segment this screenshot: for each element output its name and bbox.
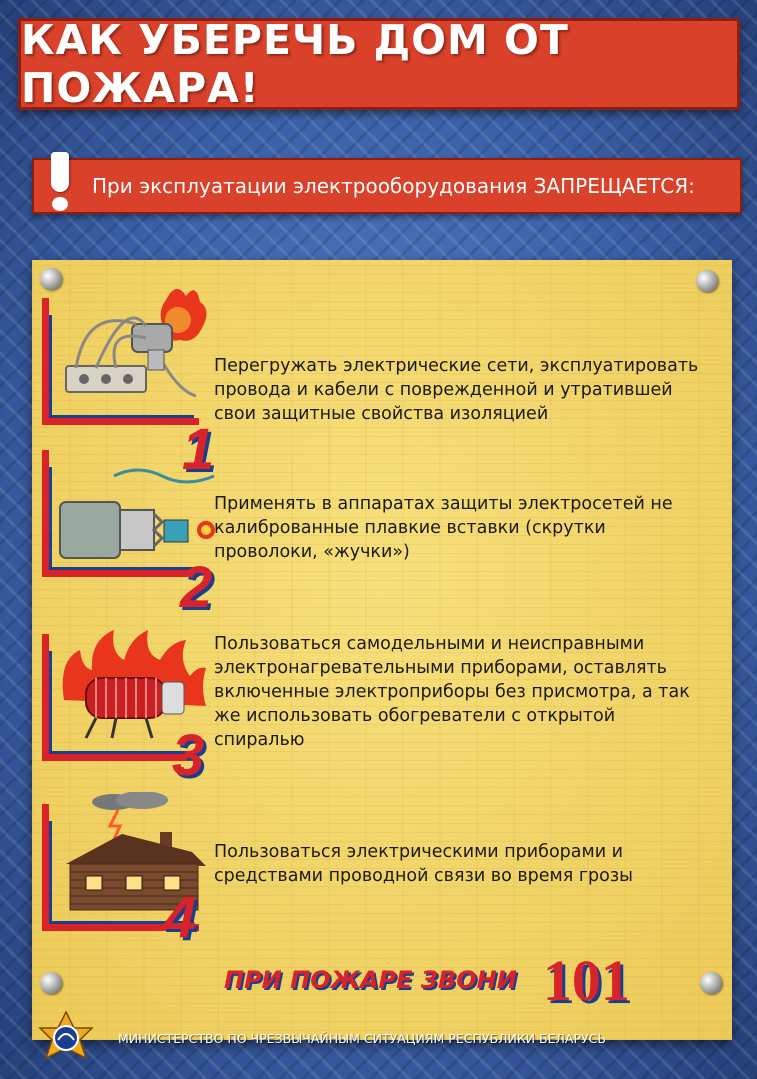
item-text: Пользоваться электрическими приборами и средствами проводной связи во время грозы [214,842,633,886]
footer [36,1010,726,1066]
list-item [32,450,732,620]
info-board [32,260,732,1040]
fuse-wire-twist-icon [56,462,226,562]
emergency-call-line [224,945,704,1015]
list-item [32,298,732,482]
screw-icon [40,972,62,994]
item-text: Применять в аппаратах защиты электросетей не калиброванные плавкие вставки (скрутки проволоки, «жучки») [214,494,673,562]
title-banner [18,18,740,110]
warning-text: При эксплуатации электрооборудования ЗАПРЕЩАЕТСЯ: [92,174,695,198]
item-text: Перегружать электрические сети, эксплуатировать провода и кабели с поврежденной и утратившей свои защитные свойства изоляцией [214,356,699,424]
list-item [32,634,732,804]
warning-banner [32,158,742,214]
call-text: ПРИ ПОЖАРЕ ЗВОНИ [224,966,517,994]
item-number: 3 [172,723,205,788]
emergency-number: 101 [542,947,630,1013]
item-text: Пользоваться самодельными и неисправными электронагревательными приборами, оставлять включенные электроприборы без присмотра, а так же использовать обогреватели с открытой спиралью [214,634,690,750]
emergency-ministry-emblem-icon [36,1010,96,1066]
item-number: 1 [182,417,215,482]
overloaded-socket-fire-icon [56,288,216,413]
screw-icon [696,270,718,292]
exclamation-icon [34,160,84,212]
footer-text: МИНИСТЕРСТВО ПО ЧРЕЗВЫЧАЙНЫМ СИТУАЦИЯМ РЕСПУБЛИКИ БЕЛАРУСЬ [118,1030,606,1046]
item-number: 4 [164,885,197,950]
screw-icon [40,268,62,290]
page-title: КАК УБЕРЕЧЬ ДОМ ОТ ПОЖАРА! [21,16,569,112]
item-number: 2 [180,555,213,620]
